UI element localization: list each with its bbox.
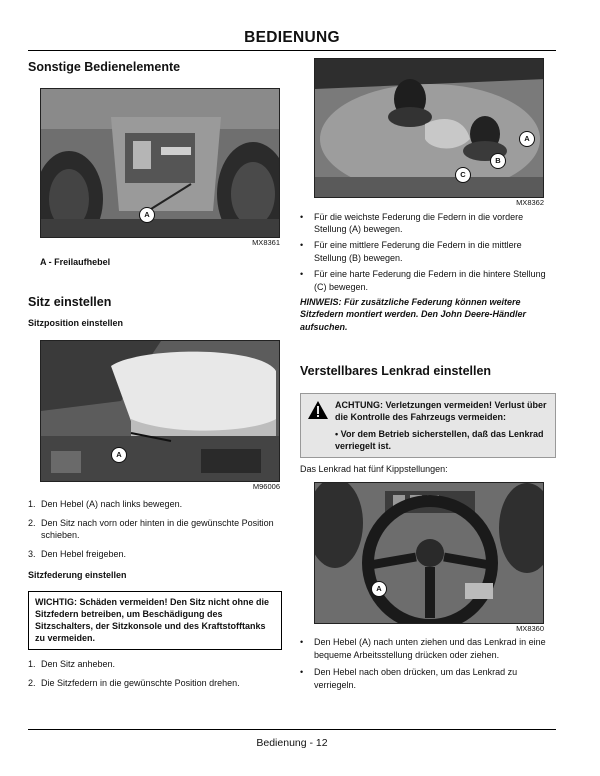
figure-lenkrad xyxy=(314,482,544,633)
list-item xyxy=(28,548,282,560)
right-column xyxy=(300,58,556,691)
section-title-lenkrad: Verstellbares Lenkrad einstellen xyxy=(300,364,492,379)
section-title-sitz: Sitz einstellen xyxy=(28,294,112,309)
left-column xyxy=(28,58,282,689)
list-item xyxy=(300,636,556,661)
list-text: Für die weichste Federung die Federn in die vordere Stellung (A) bewegen. xyxy=(314,211,524,234)
list-number: 2. xyxy=(28,517,36,528)
figure-freilaufhebel xyxy=(40,88,280,247)
photo-sitzposition xyxy=(40,340,280,482)
list-item xyxy=(28,658,282,670)
intro-text: Das Lenkrad hat fünf Kippstellungen: xyxy=(300,464,448,475)
callout-a: A xyxy=(111,447,127,463)
figure-code: MX8360 xyxy=(516,623,544,633)
list-text: Den Hebel nach oben drücken, um das Lenkrad zu verriegeln. xyxy=(314,667,518,690)
figure-sitzposition xyxy=(40,340,280,491)
header-rule xyxy=(28,50,556,51)
list-text: Für eine harte Federung die Federn in die hintere Stellung (C) bewegen. xyxy=(314,269,546,292)
list-text: Den Hebel (A) nach unten ziehen und das Lenkrad in eine bequeme Arbeitsstellung drücken oder ziehen. xyxy=(314,637,546,660)
figure-sitzfedern xyxy=(314,58,544,207)
list-text: Den Sitz nach vorn oder hinten in die gewünschte Position schieben. xyxy=(41,517,274,541)
bullet-icon: • xyxy=(300,240,304,251)
footer-rule xyxy=(28,729,556,730)
list-item xyxy=(300,268,556,293)
list-text: Den Hebel (A) nach links bewegen. xyxy=(41,499,183,510)
list-text: Den Sitz anheben. xyxy=(41,659,116,670)
list-text: Den Hebel freigeben. xyxy=(41,548,127,559)
page-footer: Bedienung - 12 xyxy=(256,737,328,749)
list-item xyxy=(28,677,282,689)
important-box xyxy=(28,591,282,651)
figure-code: MX8361 xyxy=(252,237,280,247)
bullets-federung xyxy=(300,211,556,293)
callout-a: A xyxy=(519,131,535,147)
caution-text: ACHTUNG: Verletzungen vermeiden! Verlust über die Kontrolle des Fahrzeugs vermeiden: xyxy=(335,399,547,423)
list-item xyxy=(300,239,556,264)
callout-c: C xyxy=(455,167,471,183)
bullet-icon: • xyxy=(300,667,304,678)
list-item xyxy=(300,211,556,236)
list-number: 1. xyxy=(28,659,36,670)
subsection-sitzposition: Sitzposition einstellen xyxy=(28,318,124,329)
callout-a: A xyxy=(139,207,155,223)
caution-bullet: • Vor dem Betrieb sicherstellen, daß das Lenkrad verriegelt ist. xyxy=(335,428,544,451)
list-item xyxy=(28,517,282,542)
section-title-sonstige: Sonstige Bedienelemente xyxy=(28,60,181,74)
list-number: 1. xyxy=(28,499,36,510)
list-item xyxy=(28,498,282,510)
note-text: HINWEIS: Für zusätzliche Federung können weitere Sitzfedern montiert werden. Den John Deere-Händler aufsuchen. xyxy=(300,296,527,332)
steps-sitzposition xyxy=(28,498,282,560)
warning-triangle-icon xyxy=(307,400,329,420)
bullet-icon: • xyxy=(300,637,304,648)
callout-a: A xyxy=(371,581,387,597)
page-title: BEDIENUNG xyxy=(244,29,340,46)
photo-lenkrad xyxy=(314,482,544,624)
subsection-sitzfederung: Sitzfederung einstellen xyxy=(28,569,127,580)
bullet-icon: • xyxy=(300,269,304,280)
list-number: 3. xyxy=(28,548,36,559)
important-text: WICHTIG: Schäden vermeiden! Den Sitz nicht ohne die Sitzfedern betreiben, um Beschädigung des Sitzschalters, der Sitzkonsole und des Kraftstofftanks zu vermeiden. xyxy=(35,596,270,644)
list-item xyxy=(300,666,556,691)
steps-sitzfederung xyxy=(28,658,282,689)
bullets-lenkrad xyxy=(300,636,556,691)
caution-box xyxy=(300,393,556,459)
figure-code: MX8362 xyxy=(516,198,544,207)
callout-b: B xyxy=(490,153,506,169)
bullet-icon: • xyxy=(300,211,304,222)
photo-freilaufhebel xyxy=(40,88,280,238)
legend-freilaufhebel: A - Freilaufhebel xyxy=(40,257,111,268)
list-text: Die Sitzfedern in die gewünschte Position drehen. xyxy=(41,677,240,688)
list-text: Für eine mittlere Federung die Federn in die mittlere Stellung (B) bewegen. xyxy=(314,240,522,263)
figure-code: M96006 xyxy=(252,481,280,491)
list-number: 2. xyxy=(28,677,36,688)
photo-sitzfedern xyxy=(314,58,544,198)
